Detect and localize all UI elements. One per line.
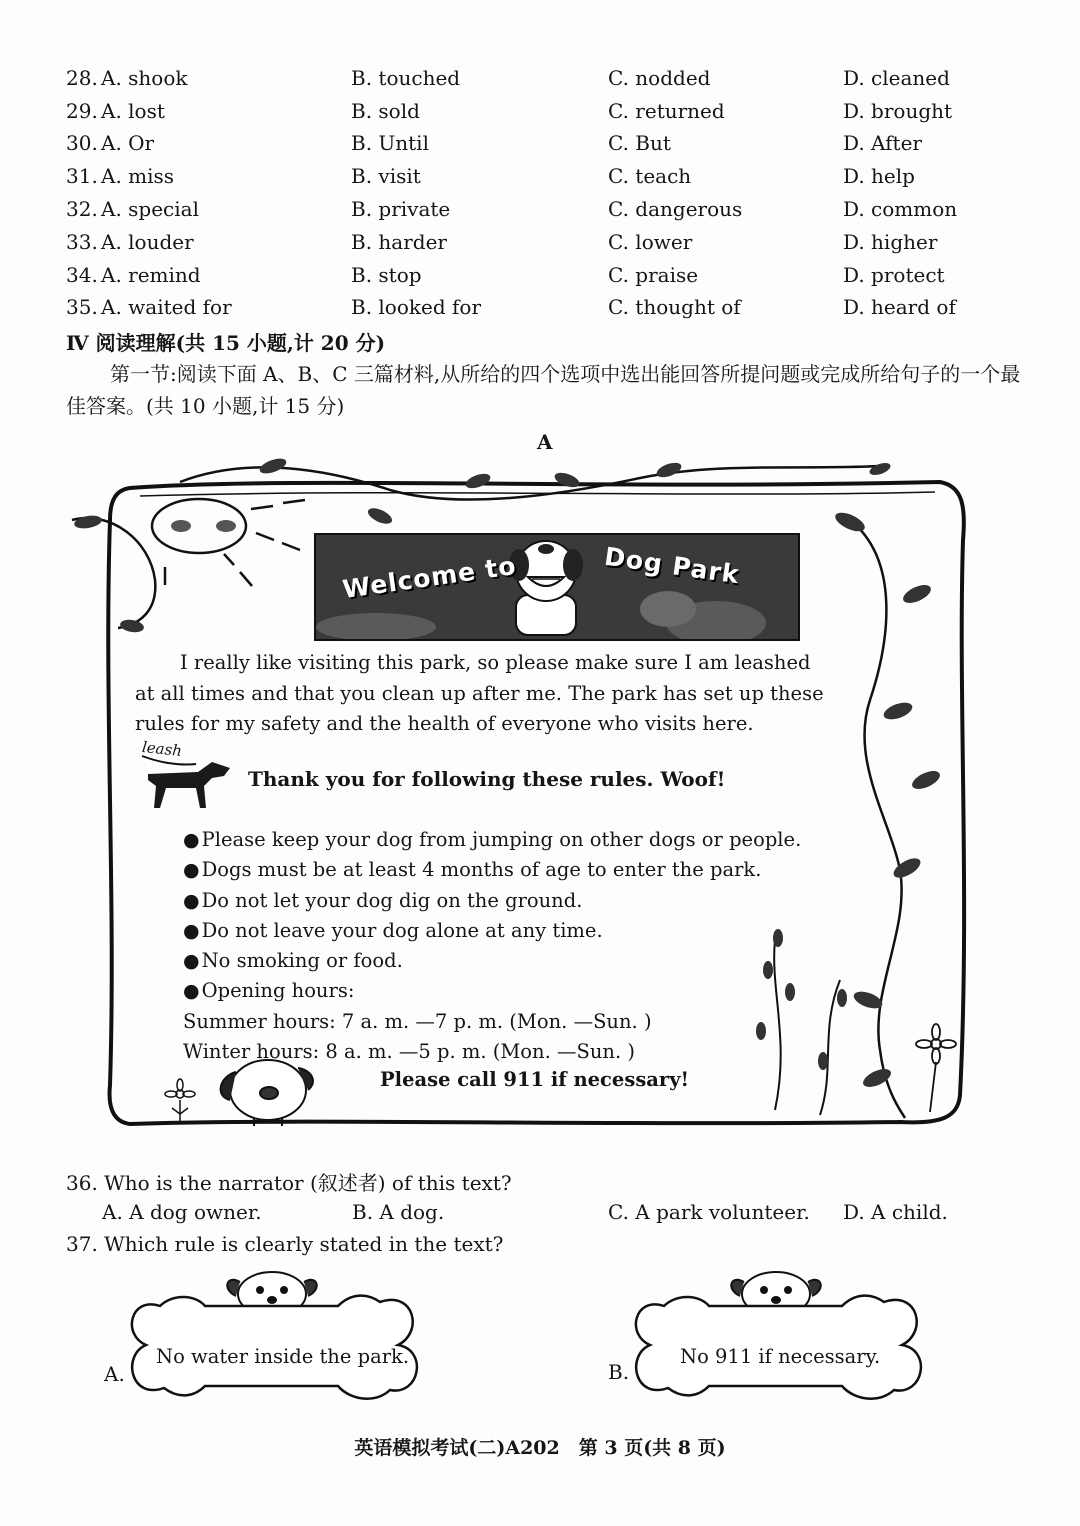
option-a: A. lost xyxy=(101,99,165,123)
option-a: A. remind xyxy=(101,263,201,287)
option-c: C. thought of xyxy=(608,295,741,319)
rule-item: ● Do not let your dog dig on the ground. xyxy=(183,886,801,916)
question-number: 28. xyxy=(66,66,98,90)
option-d: D. help xyxy=(843,164,915,188)
option-a: A. special xyxy=(101,197,199,221)
passage-label: A xyxy=(537,430,553,454)
option-d: D. common xyxy=(843,197,958,221)
option-a: A. louder xyxy=(101,230,194,254)
option-c: C. teach xyxy=(608,164,692,188)
question-37-label-b: B. xyxy=(608,1360,630,1384)
question-number: 29. xyxy=(66,99,98,123)
question-36-option-b: B. A dog. xyxy=(352,1200,445,1224)
question-37-option-a-text: No water inside the park. xyxy=(156,1345,410,1368)
question-36-option-d: D. A child. xyxy=(843,1200,948,1224)
question-37-option-b-text: No 911 if necessary. xyxy=(680,1345,881,1368)
option-d: D. brought xyxy=(843,99,953,123)
option-b: B. sold xyxy=(351,99,420,123)
option-c: C. nodded xyxy=(608,66,711,90)
section-heading: Ⅳ 阅读理解(共 15 小题,计 20 分) xyxy=(66,331,386,355)
option-d: D. After xyxy=(843,131,922,155)
banner-text-left: Welcome to xyxy=(340,550,519,605)
question-36-stem: 36. Who is the narrator (叙述者) of this text? xyxy=(66,1171,512,1195)
paragraph-text: I really like visiting this park, so please make sure I am leashed at all times and that you clean up after me. The park has set up these rules for my safety and the health of everyone who visits here. xyxy=(135,651,824,735)
option-b: B. touched xyxy=(351,66,461,90)
option-a: A. Or xyxy=(101,131,155,155)
banner-text-right: Dog Park xyxy=(602,541,742,590)
question-36-option-a: A. A dog owner. xyxy=(102,1200,262,1224)
option-a: A. shook xyxy=(101,66,188,90)
thanks-text: Thank you for following these rules. Woof! xyxy=(248,767,726,791)
option-b: B. visit xyxy=(351,164,421,188)
question-number: 32. xyxy=(66,197,98,221)
question-number: 30. xyxy=(66,131,98,155)
question-number: 35. xyxy=(66,295,98,319)
rule-item: ● Do not leave your dog alone at any time. xyxy=(183,916,801,946)
question-number: 33. xyxy=(66,230,98,254)
question-36-option-c: C. A park volunteer. xyxy=(608,1200,810,1224)
winter-hours: Winter hours: 8 a. m. —5 p. m. (Mon. —Sun. ) xyxy=(183,1040,635,1064)
question-37-stem: 37. Which rule is clearly stated in the text? xyxy=(66,1232,504,1256)
option-b: B. Until xyxy=(351,131,429,155)
rule-item: ● No smoking or food. xyxy=(183,946,801,976)
option-a: A. miss xyxy=(101,164,175,188)
rule-item: ● Please keep your dog from jumping on other dogs or people. xyxy=(183,825,801,855)
option-c: C. But xyxy=(608,131,671,155)
option-c: C. lower xyxy=(608,230,693,254)
option-b: B. stop xyxy=(351,263,422,287)
option-b: B. private xyxy=(351,197,451,221)
question-number: 31. xyxy=(66,164,98,188)
question-37-label-a: A. xyxy=(104,1362,125,1386)
option-d: D. heard of xyxy=(843,295,956,319)
emergency-call-text: Please call 911 if necessary! xyxy=(380,1068,690,1091)
question-number: 34. xyxy=(66,263,98,287)
option-c: C. returned xyxy=(608,99,725,123)
rule-item: ● Dogs must be at least 4 months of age to enter the park. xyxy=(183,855,801,885)
option-b: B. harder xyxy=(351,230,447,254)
section-instruction: 第一节:阅读下面 A、B、C 三篇材料,从所给的四个选项中选出能回答所提问题或完成所给句子的一个最佳答案。(共 10 小题,计 15 分) xyxy=(66,362,1021,418)
option-c: C. praise xyxy=(608,263,699,287)
page-footer: 英语模拟考试(二)A202 第 3 页(共 8 页) xyxy=(354,1437,726,1459)
option-d: D. protect xyxy=(843,263,945,287)
option-b: B. looked for xyxy=(351,295,482,319)
summer-hours: Summer hours: 7 a. m. —7 p. m. (Mon. —Sun. ) xyxy=(183,1009,652,1033)
leash-label: leash xyxy=(141,737,183,761)
option-a: A. waited for xyxy=(101,295,232,319)
option-d: D. higher xyxy=(843,230,938,254)
option-c: C. dangerous xyxy=(608,197,743,221)
option-d: D. cleaned xyxy=(843,66,950,90)
rule-item: ● Opening hours: xyxy=(183,976,801,1006)
